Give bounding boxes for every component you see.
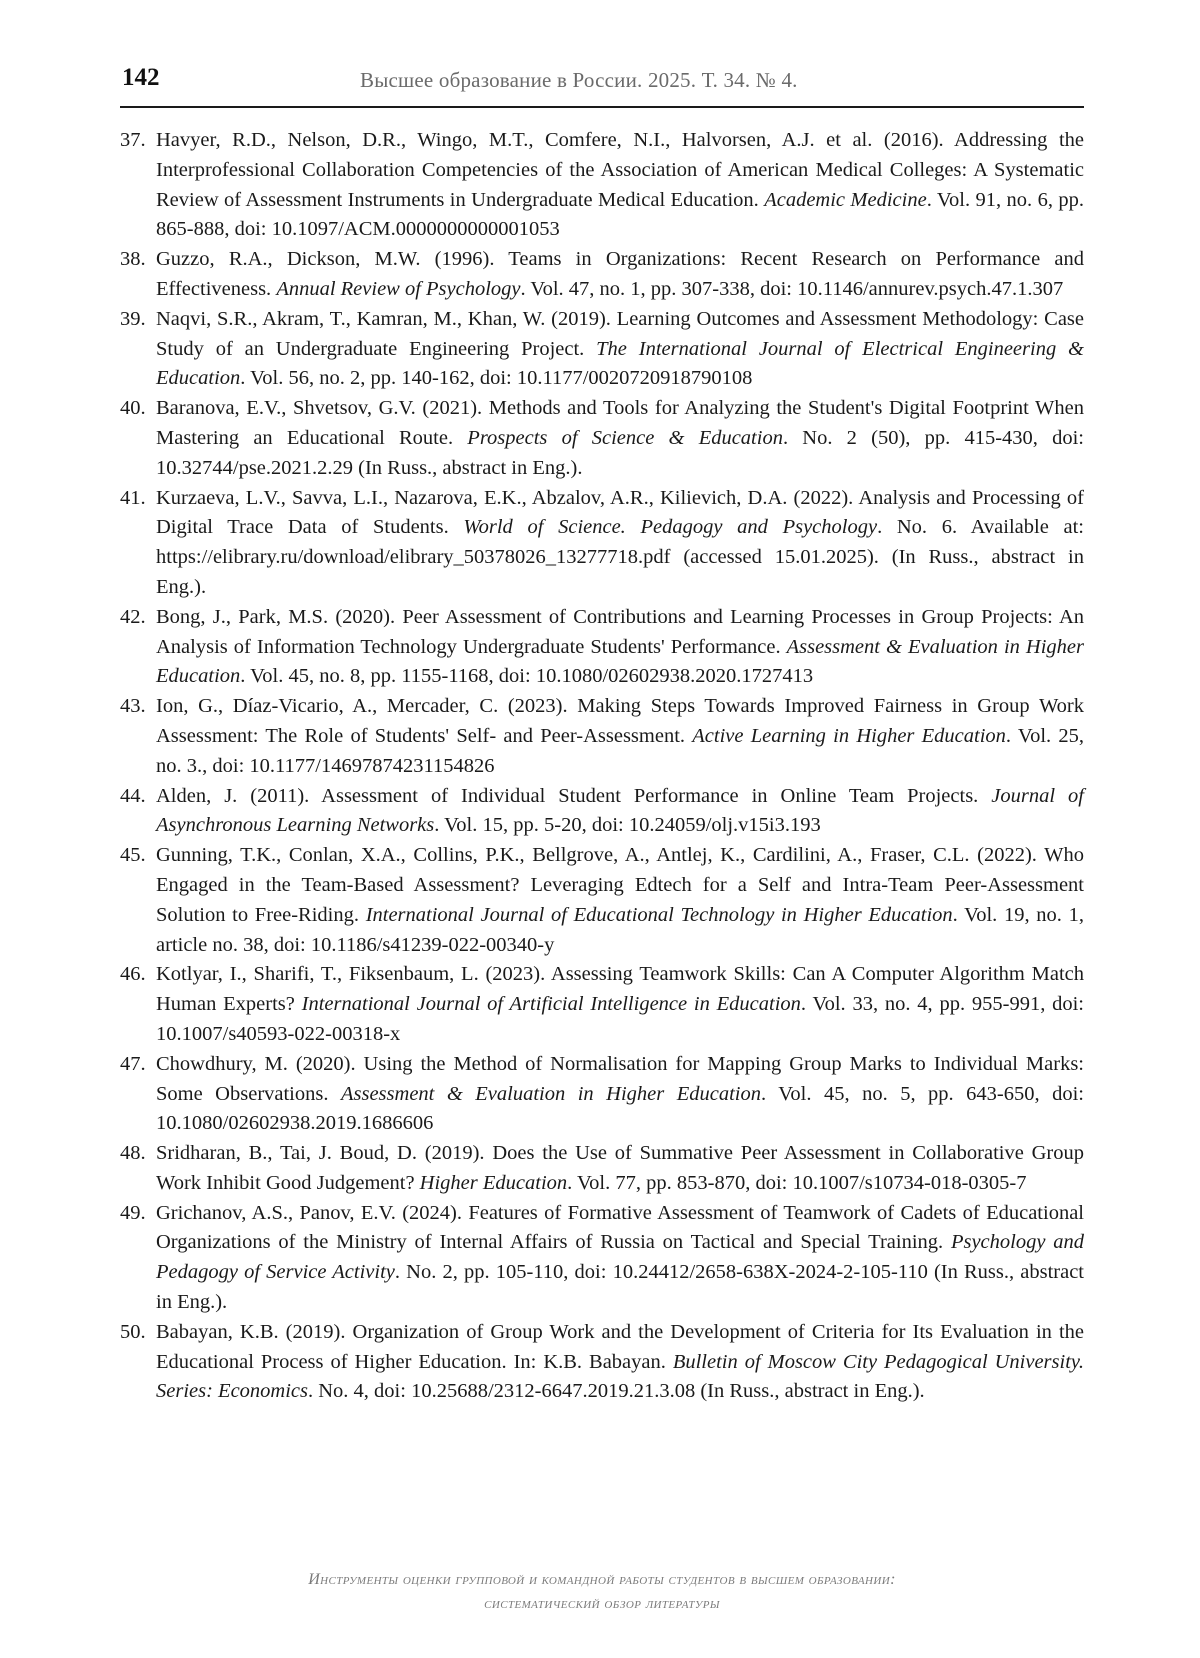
reference-text <box>156 960 1084 1049</box>
reference-authors-title: Bong, J., Park, M.S. (2020). Peer Assessment of Contributions and Learning Processes in Group Projects: An Analysis of Information Technology Undergraduate Students' Performance. <box>156 605 1084 658</box>
reference-item <box>120 841 1084 960</box>
reference-authors-title: Naqvi, S.R., Akram, T., Kamran, M., Khan, W. (2019). Learning Outcomes and Assessment Methodology: Case Study of an Undergraduate Engineering Project. <box>156 307 1084 360</box>
reference-item <box>120 484 1084 603</box>
reference-item <box>120 305 1084 394</box>
reference-number: 41. <box>120 486 146 509</box>
reference-item <box>120 603 1084 692</box>
reference-source: Prospects of Science & Education <box>467 426 783 449</box>
reference-item <box>120 960 1084 1049</box>
reference-item <box>120 394 1084 483</box>
reference-number: 40. <box>120 397 146 420</box>
reference-authors-title: Baranova, E.V., Shvetsov, G.V. (2021). Methods and Tools for Analyzing the Student's Digital Footprint When Mastering an Educational Route. <box>156 397 1084 449</box>
article-title-line-1: Инструменты оценки групповой и командной работы студентов в высшем образовании: <box>308 1571 896 1588</box>
reference-text <box>156 1050 1084 1139</box>
reference-item <box>120 782 1084 842</box>
reference-item <box>120 1139 1084 1199</box>
reference-source: Journal of Asynchronous Learning Networks <box>156 784 1084 837</box>
reference-number: 46. <box>120 963 146 986</box>
reference-authors-title: Alden, J. (2011). Assessment of Individual Student Performance in Online Team Projects. <box>156 784 992 807</box>
reference-text <box>156 245 1084 305</box>
reference-text <box>156 1199 1084 1318</box>
reference-number: 43. <box>120 695 146 718</box>
reference-text <box>156 782 1084 842</box>
reference-authors-title: Guzzo, R.A., Dickson, M.W. (1996). Teams in Organizations: Recent Research on Performance and Effectiveness. <box>156 248 1084 300</box>
journal-running-head: Высшее образование в России. 2025. Т. 34. № 4. <box>360 68 798 92</box>
reference-text <box>156 484 1084 603</box>
reference-details: . Vol. 25, no. 3., doi: 10.1177/14697874231154826 <box>156 724 1085 777</box>
reference-details: . Vol. 19, no. 1, article no. 38, doi: 10.1186/s41239-022-00340-y <box>156 903 1084 956</box>
reference-number: 44. <box>120 784 146 807</box>
reference-list <box>120 126 1084 1407</box>
reference-item <box>120 126 1084 245</box>
page-header <box>120 60 1084 108</box>
reference-details: . Vol. 15, pp. 5-20, doi: 10.24059/olj.v15i3.193 <box>434 814 821 837</box>
reference-source: International Journal of Artificial Intelligence in Education <box>301 993 801 1016</box>
reference-number: 42. <box>120 605 146 628</box>
reference-source: The International Journal of Electrical Engineering & Education <box>156 337 1084 390</box>
reference-number: 50. <box>120 1320 146 1343</box>
reference-authors-title: Chowdhury, M. (2020). Using the Method of Normalisation for Mapping Group Marks to Individual Marks: Some Observations. <box>156 1052 1084 1105</box>
reference-authors-title: Ion, G., Díaz-Vicario, A., Mercader, C. (2023). Making Steps Towards Improved Fairness in Group Work Assessment: The Role of Students' Self- and Peer-Assessment. <box>156 695 1084 747</box>
page-footer <box>120 1568 1084 1616</box>
reference-authors-title: Babayan, K.B. (2019). Organization of Group Work and the Development of Criteria for Its Evaluation in the Educational Process of Higher Education. In: K.B. Babayan. <box>156 1320 1084 1373</box>
reference-details: . No. 2 (50), pp. 415-430, doi: 10.32744/pse.2021.2.29 (In Russ., abstract in Eng.). <box>156 426 1084 479</box>
reference-authors-title: Havyer, R.D., Nelson, D.R., Wingo, M.T., Comfere, N.I., Halvorsen, A.J. et al. (2016). Addressing the Interprofessional Collaboration Competencies of the Association of American Medical Colleges: A Systematic Review of Assessment Instruments in Undergraduate Medical Education. <box>156 129 1084 211</box>
reference-details: . Vol. 47, no. 1, pp. 307-338, doi: 10.1146/annurev.psych.47.1.307 <box>520 277 1064 300</box>
reference-text <box>156 692 1084 781</box>
reference-number: 49. <box>120 1201 146 1224</box>
reference-authors-title: Grichanov, A.S., Panov, E.V. (2024). Features of Formative Assessment of Teamwork of Cadets of Educational Organizations of the Ministry of Internal Affairs of Russia on Tactical and Special Training. <box>156 1201 1084 1254</box>
reference-source: Higher Education <box>419 1171 568 1194</box>
reference-source: Assessment & Evaluation in Higher Education <box>340 1082 761 1105</box>
reference-details: . Vol. 91, no. 6, pp. 865-888, doi: 10.1097/ACM.0000000000001053 <box>156 188 1084 241</box>
reference-source: Academic Medicine <box>764 188 927 211</box>
reference-number: 48. <box>120 1142 146 1165</box>
reference-text <box>156 394 1084 483</box>
reference-authors-title: Gunning, T.K., Conlan, X.A., Collins, P.K., Bellgrove, A., Antlej, K., Cardilini, A., Fraser, C.L. (2022). Who Engaged in the Team-Based Assessment? Leveraging Edtech for a Self and Intra-Team Peer-Assessment Solution to Free-Riding. <box>156 844 1084 926</box>
reference-details: . No. 6. Available at: https://elibrary.ru/download/elibrary_50378026_13277718.pdf (accessed 15.01.2025). (In Russ., abstract in Eng.). <box>156 516 1084 598</box>
reference-text <box>156 126 1084 245</box>
reference-item <box>120 692 1084 781</box>
reference-source: World of Science. Pedagogy and Psychology <box>463 516 878 539</box>
reference-source: Bulletin of Moscow City Pedagogical University. Series: Economics <box>156 1350 1085 1403</box>
reference-source: Annual Review of Psychology <box>276 277 521 300</box>
reference-authors-title: Kurzaeva, L.V., Savva, L.I., Nazarova, E.K., Abzalov, A.R., Kilievich, D.A. (2022). Analysis and Processing of Digital Trace Data of Students. <box>156 486 1084 539</box>
reference-details: . Vol. 77, pp. 853-870, doi: 10.1007/s10734-018-0305-7 <box>567 1171 1027 1194</box>
reference-details: . Vol. 33, no. 4, pp. 955-991, doi: 10.1007/s40593-022-00318-x <box>156 993 1084 1045</box>
reference-number: 38. <box>120 248 146 271</box>
reference-number: 39. <box>120 307 146 330</box>
reference-source: International Journal of Educational Technology in Higher Education <box>365 903 953 926</box>
page-number: 142 <box>122 64 160 91</box>
reference-source: Assessment & Evaluation in Higher Education <box>156 635 1084 688</box>
reference-text <box>156 841 1084 960</box>
reference-number: 37. <box>120 129 146 151</box>
reference-details: . Vol. 56, no. 2, pp. 140-162, doi: 10.1177/0020720918790108 <box>240 367 753 390</box>
reference-number: 47. <box>120 1052 146 1075</box>
reference-item <box>120 1050 1084 1139</box>
reference-text <box>156 305 1084 394</box>
reference-text <box>156 603 1084 692</box>
reference-text <box>156 1139 1084 1199</box>
reference-authors-title: Kotlyar, I., Sharifi, T., Fiksenbaum, L. (2023). Assessing Teamwork Skills: Can A Computer Algorithm Match Human Experts? <box>156 963 1084 1016</box>
article-title-line-2: систематический обзор литературы <box>484 1595 720 1612</box>
reference-number: 45. <box>120 844 146 867</box>
reference-authors-title: Sridharan, B., Tai, J. Boud, D. (2019). Does the Use of Summative Peer Assessment in Collaborative Group Work Inhibit Good Judgement? <box>156 1142 1084 1194</box>
reference-item <box>120 245 1084 305</box>
reference-item <box>120 1199 1084 1318</box>
reference-source: Active Learning in Higher Education <box>692 724 1006 747</box>
reference-details: . No. 2, pp. 105-110, doi: 10.24412/2658-638X-2024-2-105-110 (In Russ., abstract in Eng.). <box>156 1261 1084 1314</box>
reference-source: Psychology and Pedagogy of Service Activity <box>156 1231 1084 1284</box>
reference-details: . No. 4, doi: 10.25688/2312-6647.2019.21.3.08 (In Russ., abstract in Eng.). <box>308 1380 925 1403</box>
reference-text <box>156 1318 1084 1407</box>
reference-details: . Vol. 45, no. 8, pp. 1155-1168, doi: 10.1080/02602938.2020.1727413 <box>240 665 814 688</box>
reference-details: . Vol. 45, no. 5, pp. 643-650, doi: 10.1080/02602938.2019.1686606 <box>156 1082 1084 1135</box>
reference-item <box>120 1318 1084 1407</box>
